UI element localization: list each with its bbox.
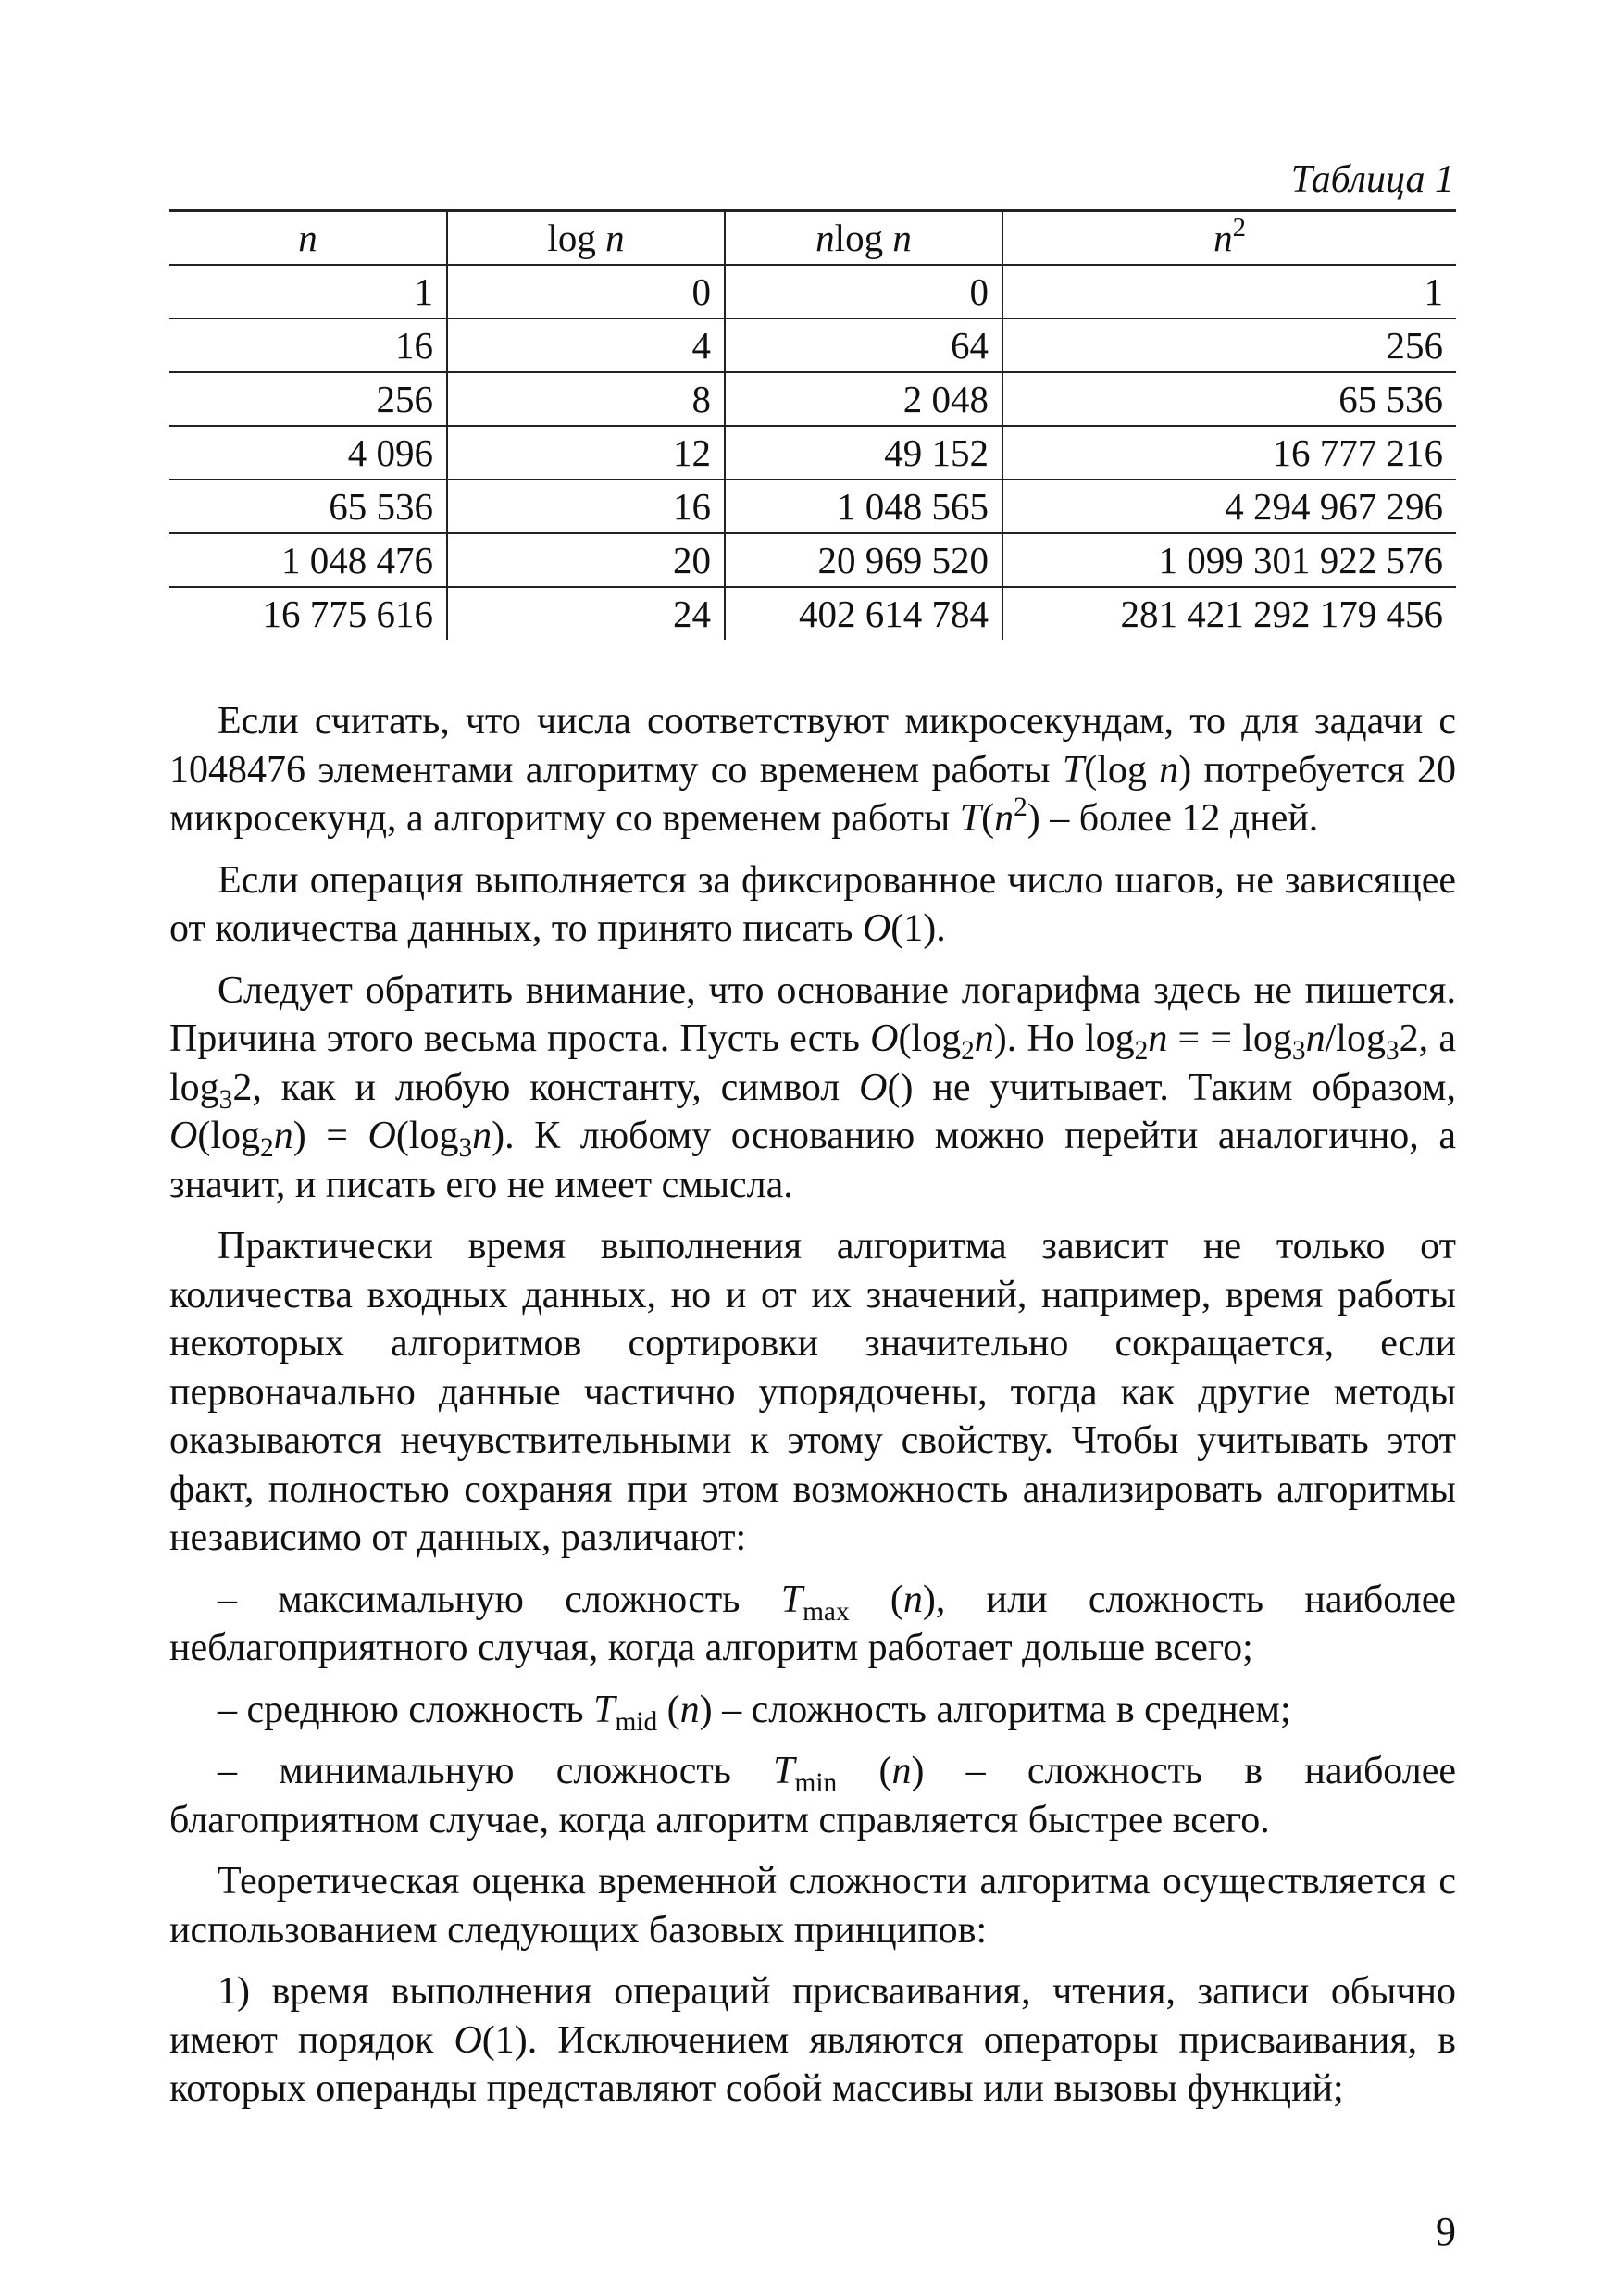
header-n-log-n: nlog n	[725, 211, 1002, 266]
cell-n-squared: 1	[1424, 270, 1443, 313]
cell-n-log-n: 20 969 520	[725, 533, 1002, 587]
table-row	[169, 587, 1456, 640]
cell-n-squared: 65 536	[1338, 378, 1443, 420]
paragraph-constant-time: Если операция выполняется за фиксированное число шагов, не зависящее от количества данных, то принято писать O(1).	[169, 858, 1456, 950]
cell-n: 256	[169, 372, 447, 426]
cell-log-n: 20	[447, 533, 725, 587]
cell-n-log-n: 64	[725, 318, 1002, 372]
paragraph-principle-1: 1) время выполнения операций присваивания, чтения, записи обычно имеют порядок O(1). Исключением являются операторы присваивания, в которых операнды представляют собой массивы или вызовы функций;	[169, 1970, 1456, 2110]
table-row	[169, 372, 1456, 426]
table-row	[169, 533, 1456, 587]
cell-n-squared: 256	[1386, 324, 1443, 367]
cell-log-n: 4	[447, 318, 725, 372]
header-log-n: log n	[447, 211, 725, 266]
complexity-table	[169, 209, 1456, 640]
body-text	[169, 697, 1456, 2114]
cell-n-log-n: 49 152	[725, 426, 1002, 480]
paragraph-microseconds: Если считать, что числа соответствуют микросекундам, то для задачи с 1048476 элементами алгоритму со временем работы T(log n) потребуется 20 микросекунд, а алгоритму со временем работы $T(n^2)$ – более 12 дней.	[169, 700, 1457, 840]
table-row	[169, 480, 1456, 533]
cell-log-n: 0	[447, 265, 725, 318]
cell-n-log-n: 1 048 565	[725, 480, 1002, 533]
table-row	[169, 426, 1456, 480]
header-n: n	[169, 211, 447, 266]
page-number: 9	[1436, 2209, 1456, 2254]
cell-n-log-n: 402 614 784	[725, 587, 1002, 640]
paragraph-theoretical-estimate: Теоретическая оценка временной сложности алгоритма осуществляется с использованием следующих базовых принципов:	[169, 1860, 1456, 1952]
cell-n: 1 048 476	[169, 533, 447, 587]
header-n-squared: $n^2$	[1214, 213, 1246, 259]
cell-log-n: 8	[447, 372, 725, 426]
cell-n-squared: 281 421 292 179 456	[1120, 593, 1443, 635]
cell-n: 4 096	[169, 426, 447, 480]
cell-log-n: 16	[447, 480, 725, 533]
paragraph-log-base: Следует обратить внимание, что основание логарифма здесь не пишется. Причина этого весьма проста. Пусть есть $O(\log_2n)$. Но $\log_2n$ = = $\log_3n/\log_32$, а $\log_32$, как и любую константу, символ O() не учитывает. Таким образом, $O(\log_2n) = O(\log_3n)$. К любому основанию можно перейти аналогично, а значит, и писать его не имеет смысла.	[169, 968, 1456, 1206]
page-content	[169, 157, 1456, 2127]
paragraph-max-complexity: – максимальную сложность $T_{max}$ (n), или сложность наиболее неблагоприятного случая, когда алгоритм работает дольше всего;	[169, 1578, 1456, 1669]
cell-n: 1	[169, 265, 447, 318]
paragraph-mid-complexity: – среднюю сложность $T_{mid}$ (n) – сложность алгоритма в среднем;	[218, 1688, 1291, 1737]
cell-n-log-n: 2 048	[725, 372, 1002, 426]
paragraph-min-complexity: – минимальную сложность $T_{min}$ (n) – сложность в наиболее благоприятном случае, когда алгоритм справляется быстрее всего.	[169, 1750, 1456, 1841]
paragraph-practical-time: Практически время выполнения алгоритма зависит не только от количества входных данных, но и от их значений, например, время работы некоторых алгоритмов сортировки значительно сокращается, если первоначально данные частично упорядочены, тогда как другие методы оказываются нечувствительными к этому свойству. Чтобы учитывать этот факт, полностью сохраняя при этом возможность анализировать алгоритмы независимо от данных, различают:	[169, 1225, 1456, 1559]
cell-n-squared: 4 294 967 296	[1225, 485, 1443, 528]
table-header-row	[169, 211, 1456, 266]
cell-n: 16	[169, 318, 447, 372]
cell-n-log-n: 0	[725, 265, 1002, 318]
cell-n-squared: 16 777 216	[1272, 431, 1443, 474]
cell-log-n: 12	[447, 426, 725, 480]
table-caption: Таблица 1	[1290, 158, 1454, 201]
table-row	[169, 265, 1456, 318]
cell-n: 65 536	[169, 480, 447, 533]
cell-log-n: 24	[447, 587, 725, 640]
cell-n-squared: 1 099 301 922 576	[1158, 539, 1443, 581]
cell-n: 16 775 616	[169, 587, 447, 640]
table-row	[169, 318, 1456, 372]
